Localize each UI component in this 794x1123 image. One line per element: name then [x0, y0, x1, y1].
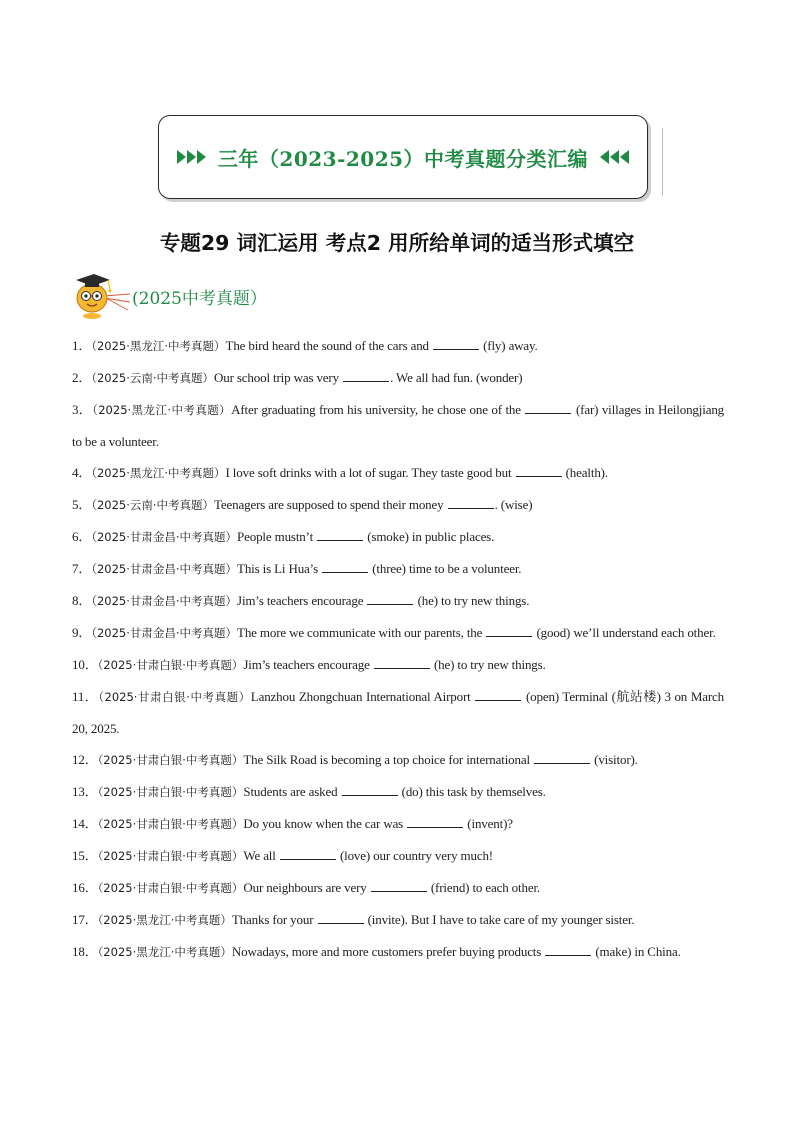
question-item: 15．（2025·甘肃白银·中考真题）We all (love) our country very much!	[72, 848, 493, 863]
question-item: 4．（2025·黑龙江·中考真题）I love soft drinks with a lot of sugar. They taste good but (health).	[72, 465, 608, 480]
question-item: 14．（2025·甘肃白银·中考真题）Do you know when the car was (invent)?	[72, 816, 513, 831]
answer-blank[interactable]	[475, 689, 521, 701]
question-item: 12．（2025·甘肃白银·中考真题）The Silk Road is becoming a top choice for international (visitor).	[72, 752, 638, 767]
answer-blank[interactable]	[486, 625, 532, 637]
answer-blank[interactable]	[317, 529, 363, 541]
question-item: 16．（2025·甘肃白银·中考真题）Our neighbours are very (friend) to each other.	[72, 880, 541, 895]
answer-blank[interactable]	[525, 402, 571, 414]
question-list	[72, 330, 724, 968]
question-item: 10．（2025·甘肃白银·中考真题）Jim’s teachers encourage (he) to try new things.	[72, 657, 546, 672]
answer-blank[interactable]	[534, 752, 590, 764]
title-banner	[158, 115, 648, 199]
answer-blank[interactable]	[407, 816, 463, 828]
question-item: 1．（2025·黑龙江·中考真题）The bird heard the sound of the cars and (fly) away.	[72, 338, 538, 353]
question-item: 9．（2025·甘肃金昌·中考真题）The more we communicate with our parents, the (good) we’ll understand each other.	[72, 625, 716, 640]
answer-blank[interactable]	[545, 944, 591, 956]
answer-blank[interactable]	[448, 497, 494, 509]
question-item: 13．（2025·甘肃白银·中考真题）Students are asked (do) this task by themselves.	[72, 784, 546, 799]
answer-blank[interactable]	[342, 784, 398, 796]
answer-blank[interactable]	[374, 657, 430, 669]
answer-blank[interactable]	[322, 561, 368, 573]
answer-blank[interactable]	[516, 465, 562, 477]
answer-blank[interactable]	[343, 370, 389, 382]
question-item: 11．（2025·甘肃白银·中考真题）Lanzhou Zhongchuan International Airport (open) Terminal (航站楼) 3 on March 20, 2025.	[72, 689, 724, 736]
topic-heading: 专题29 词汇运用 考点2 用所给单词的适当形式填空	[159, 231, 635, 255]
banner-title-text: 三年（2023-2025）中考真题分类汇编	[217, 146, 589, 171]
triple-left-arrow-icon	[600, 150, 629, 164]
answer-blank[interactable]	[318, 912, 364, 924]
question-item: 6．（2025·甘肃金昌·中考真题）People mustn’t (smoke) in public places.	[72, 529, 495, 544]
answer-blank[interactable]	[371, 880, 427, 892]
question-item: 8．（2025·甘肃金昌·中考真题）Jim’s teachers encourage (he) to try new things.	[72, 593, 530, 608]
question-item: 5．（2025·云南·中考真题）Teenagers are supposed to spend their money . (wise)	[72, 497, 533, 512]
answer-blank[interactable]	[367, 593, 413, 605]
answer-blank[interactable]	[433, 338, 479, 350]
answer-blank[interactable]	[280, 848, 336, 860]
question-item: 3．（2025·黑龙江·中考真题）After graduating from his university, he chose one of the (far) villages in Heilongjiang to be a volunteer.	[72, 402, 725, 449]
triple-right-arrow-icon	[177, 150, 206, 164]
question-item: 17．（2025·黑龙江·中考真题）Thanks for your (invite). But I have to take care of my younger sister.	[72, 912, 635, 927]
question-item: 18．（2025·黑龙江·中考真题）Nowadays, more and more customers prefer buying products (make) in China.	[72, 944, 681, 959]
section-heading: (2025中考真题）	[132, 289, 267, 309]
banner-title	[177, 143, 629, 172]
question-item: 2．（2025·云南·中考真题）Our school trip was very . We all had fun. (wonder)	[72, 370, 523, 385]
banner-divider	[662, 128, 663, 196]
graduate-mascot-icon	[70, 266, 132, 320]
question-item: 7．（2025·甘肃金昌·中考真题）This is Li Hua’s (three) time to be a volunteer.	[72, 561, 522, 576]
